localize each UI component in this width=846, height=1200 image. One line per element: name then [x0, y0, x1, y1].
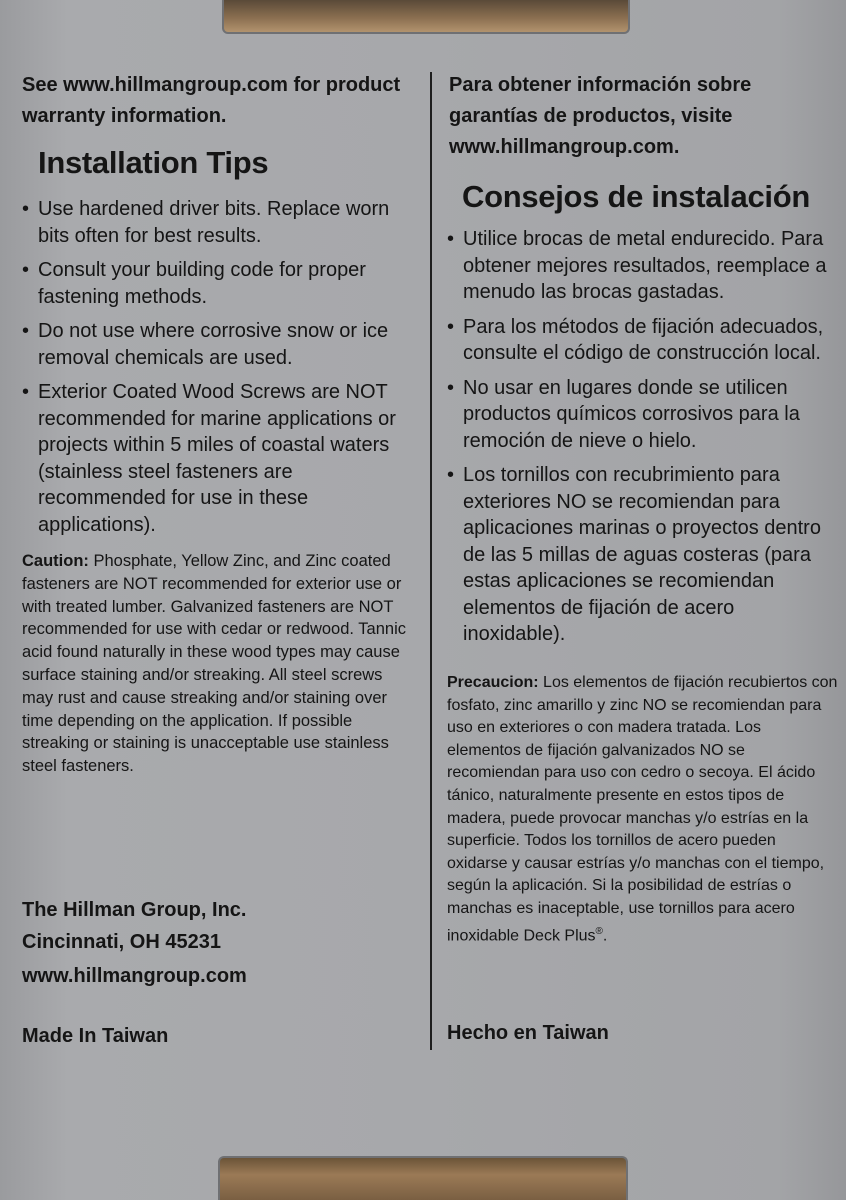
tip-item: • Para los métodos de fijación adecuados, consulte el código de construcción local. — [447, 314, 839, 367]
tip-item: • Utilice brocas de metal endurecido. Para obtener mejores resultados, reemplace a menudo las brocas gastadas. — [447, 226, 839, 306]
company-city: Cincinnati, OH 45231 — [22, 931, 221, 953]
made-in-label: Made In Taiwan — [22, 1025, 169, 1047]
caution-label: Caution: — [22, 552, 89, 570]
made-in-label: Hecho en Taiwan — [447, 1022, 609, 1044]
column-divider — [430, 72, 432, 1050]
caution-label: Precaucion: — [447, 674, 539, 691]
company-website: www.hillmangroup.com — [22, 965, 247, 987]
registered-mark: ® — [595, 925, 603, 937]
installation-tips-list — [22, 196, 414, 546]
warranty-note: Para obtener información sobre garantías de productos, visite www.hillmangroup.com. — [449, 74, 752, 158]
hang-slot-top — [222, 0, 630, 34]
tip-item: • Use hardened driver bits. Replace worn bits often for best results. — [22, 196, 414, 249]
tip-item: • Do not use where corrosive snow or ice removal chemicals are used. — [22, 318, 414, 371]
company-name: The Hillman Group, Inc. — [22, 899, 247, 921]
tip-item: • Los tornillos con recubrimiento para exteriores NO se recomiendan para aplicaciones marinas o proyectos dentro de las 5 millas de aguas costeras (para estas aplicaciones se recomiendan elementos de fijación de acero inoxidable). — [447, 462, 839, 648]
caution-end: . — [602, 926, 608, 944]
installation-tips-heading: Installation Tips — [38, 145, 269, 180]
company-address — [22, 894, 420, 958]
tip-item: • No usar en lugares donde se utilicen productos químicos corrosivos para la remoción de nieve o hielo. — [447, 375, 839, 455]
warranty-note: See www.hillmangroup.com for product warranty information. — [22, 74, 401, 127]
caution-text: Phosphate, Yellow Zinc, and Zinc coated fasteners are NOT recommended for exterior use or with treated lumber. Galvanized fasteners are NOT recommended for use with cedar or redwood. Tannic acid found naturally in these wood types may cause surface staining and/or streaking. All steel screws may rust and cause streaking and/or staining over time depending on the application. If possible streaking or staining is unacceptable use stainless steel fasteners. — [22, 552, 406, 776]
hang-slot-bottom — [218, 1156, 628, 1200]
tip-item: • Consult your building code for proper fastening methods. — [22, 257, 414, 310]
caution-paragraph — [447, 672, 839, 947]
installation-tips-heading: Consejos de instalación — [462, 179, 810, 214]
tip-item: • Exterior Coated Wood Screws are NOT recommended for marine applications or projects within 5 miles of coastal waters (stainless steel fasteners are recommended for use in these applications). — [22, 379, 414, 538]
caution-paragraph — [22, 550, 414, 778]
installation-tips-list — [447, 226, 839, 656]
caution-text: Los elementos de fijación recubiertos con fosfato, zinc amarillo y zinc NO se recomiendan para uso en exteriores o con madera tratada. Los elementos de fijación galvanizados NO se recomiendan para uso con cedro o secoya. El ácido tánico, naturalmente presente en estos tipos de madera, puede provocar manchas y/o estrías en la superficie. Todos los tornillos de acero pueden oxidarse y causar estrías y/o manchas con el tiempo, según la aplicación. Si la posibilidad de estrías o manchas es inaceptable, use tornillos para acero inoxidable Deck Plus — [447, 674, 838, 944]
